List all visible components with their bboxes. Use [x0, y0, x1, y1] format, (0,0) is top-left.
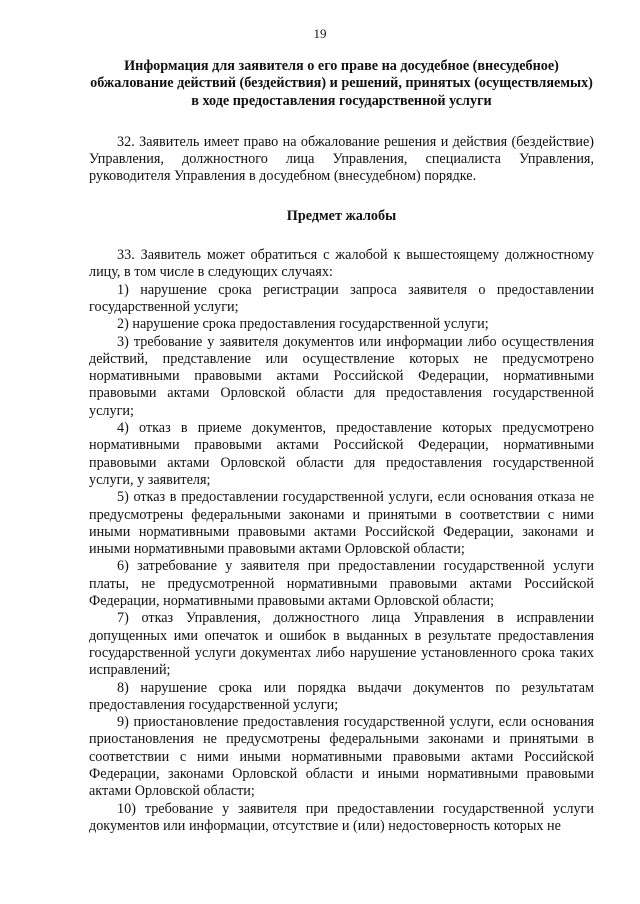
page-number: 19 [313, 26, 327, 41]
list-item-1: 1) нарушение срока регистрации запроса заявителя о предоставлении государственной услуги; [89, 281, 594, 315]
subsection-heading: Предмет жалобы [286, 207, 397, 224]
list-item-10: 10) требование у заявителя при предоставлении государственной услуги документов или информации, отсутствие и (или) недостоверность которых не [89, 800, 594, 834]
paragraph-33: 33. Заявитель может обратиться с жалобой к вышестоящему должностному лицу, в том числе в следующих случаях: [89, 247, 594, 281]
document-body [89, 58, 594, 835]
list-item-9: 9) приостановление предоставления государственной услуги, если основания приостановления не предусмотрены федеральными законами и принятыми в соответствии с ними иными нормативными правовыми актами Российской Федерации, законами Орловской области и иными нормативными правовыми актами Орловской области; [89, 714, 594, 800]
section-heading: Информация для заявителя о его праве на досудебное (внесудебное) обжалование действий (бездействия) и решений, принятых (осуществляемых) в ходе предоставления государственной услуги [90, 58, 593, 109]
list-item-8: 8) нарушение срока или порядка выдачи документов по результатам предоставления государственной услуги; [89, 679, 594, 713]
list-item-6: 6) затребование у заявителя при предоставлении государственной услуги платы, не предусмотренной нормативными правовыми актами Российской Федерации, нормативными правовыми актами Орловской области; [89, 558, 594, 610]
list-item-3: 3) требование у заявителя документов или информации либо осуществления действий, представление или осуществление которых не предусмотрено нормативными правовыми актами Российской Федерации, нормативными правовыми актами Орловской области для предоставления государственной услуги; [89, 333, 594, 419]
paragraph-32: 32. Заявитель имеет право на обжалование решения и действия (бездействие) Управления, должностного лица Управления, специалиста Управления, руководителя Управления в досудебном (внесудебном) порядке. [89, 133, 594, 185]
list-item-5: 5) отказ в предоставлении государственной услуги, если основания отказа не предусмотрены федеральными законами и принятыми в соответствии с ними иными нормативными правовыми актами Российской Федерации, законами и иными нормативными правовыми актами Орловской области; [89, 489, 594, 558]
list-item-7: 7) отказ Управления, должностного лица Управления в исправлении допущенных ими опечаток и ошибок в выданных в результате предоставления государственной услуги документах либо нарушение установленного срока таких исправлений; [89, 610, 594, 679]
list-item-2: 2) нарушение срока предоставления государственной услуги; [117, 316, 489, 333]
list-item-4: 4) отказ в приеме документов, предоставление которых предусмотрено нормативными правовыми актами Российской Федерации, нормативными правовыми актами Орловской области для предоставления государственной услуги, у заявителя; [89, 420, 594, 488]
